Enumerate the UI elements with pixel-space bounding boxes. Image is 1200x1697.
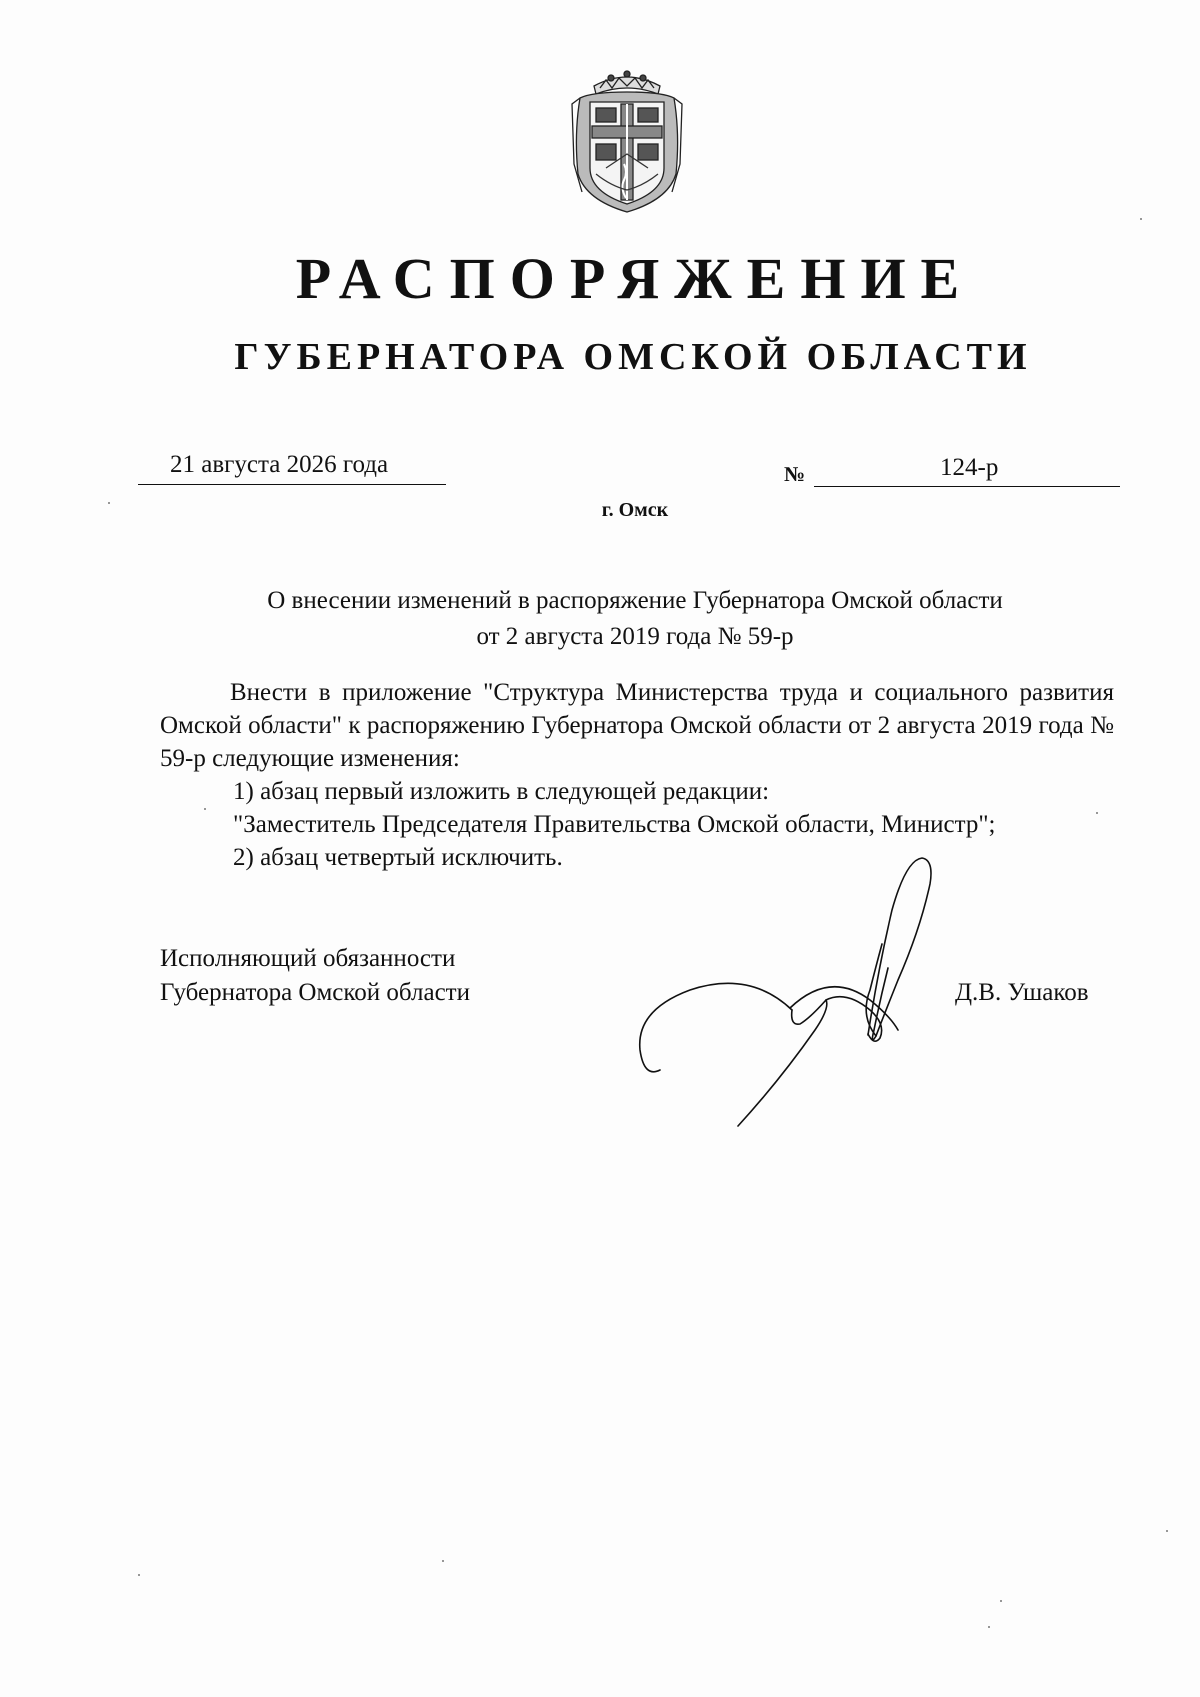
signer-position [160,942,470,1010]
document-number: 124-р [940,454,999,481]
document-body [160,676,1114,874]
signer-position-line-2: Губернатора Омской области [160,979,470,1006]
heading-line-2: от 2 августа 2019 года № 59-р [476,623,794,650]
handwritten-signature-icon [630,850,970,1130]
scan-speck [138,1574,140,1576]
number-sign: № [784,462,806,486]
document-city: г. Омск [601,499,669,521]
coat-of-arms-icon [566,64,688,214]
document-date: 21 августа 2026 года [170,451,389,478]
document-heading [150,583,1120,655]
list-item: "Заместитель Председателя Правительства Омской области, Министр"; [233,811,996,838]
scan-speck [108,502,110,504]
scan-speck [1096,812,1098,814]
document-title: РАСПОРЯЖЕНИЕ [295,246,975,311]
heading-line-1: О внесении изменений в распоряжение Губернатора Омской области [267,587,1003,614]
scan-speck [988,1626,990,1628]
signer-name: Д.В. Ушаков [955,979,1089,1006]
scan-speck [442,1560,444,1562]
scan-speck [204,808,206,810]
list-item: 2) абзац четвертый исключить. [233,844,563,871]
scan-speck [1000,1600,1002,1602]
document-subtitle: ГУБЕРНАТОРА ОМСКОЙ ОБЛАСТИ [234,336,1032,378]
scan-speck [1140,218,1142,220]
list-item: 1) абзац первый изложить в следующей редакции: [233,778,770,805]
signer-position-line-1: Исполняющий обязанности [160,945,456,972]
scan-speck [1166,1530,1168,1532]
body-paragraph: Внести в приложение "Структура Министерства труда и социального развития Омской области" к распоряжению Губернатора Омской области от 2 августа 2019 года № 59-р следующие изменения: [160,679,1114,772]
